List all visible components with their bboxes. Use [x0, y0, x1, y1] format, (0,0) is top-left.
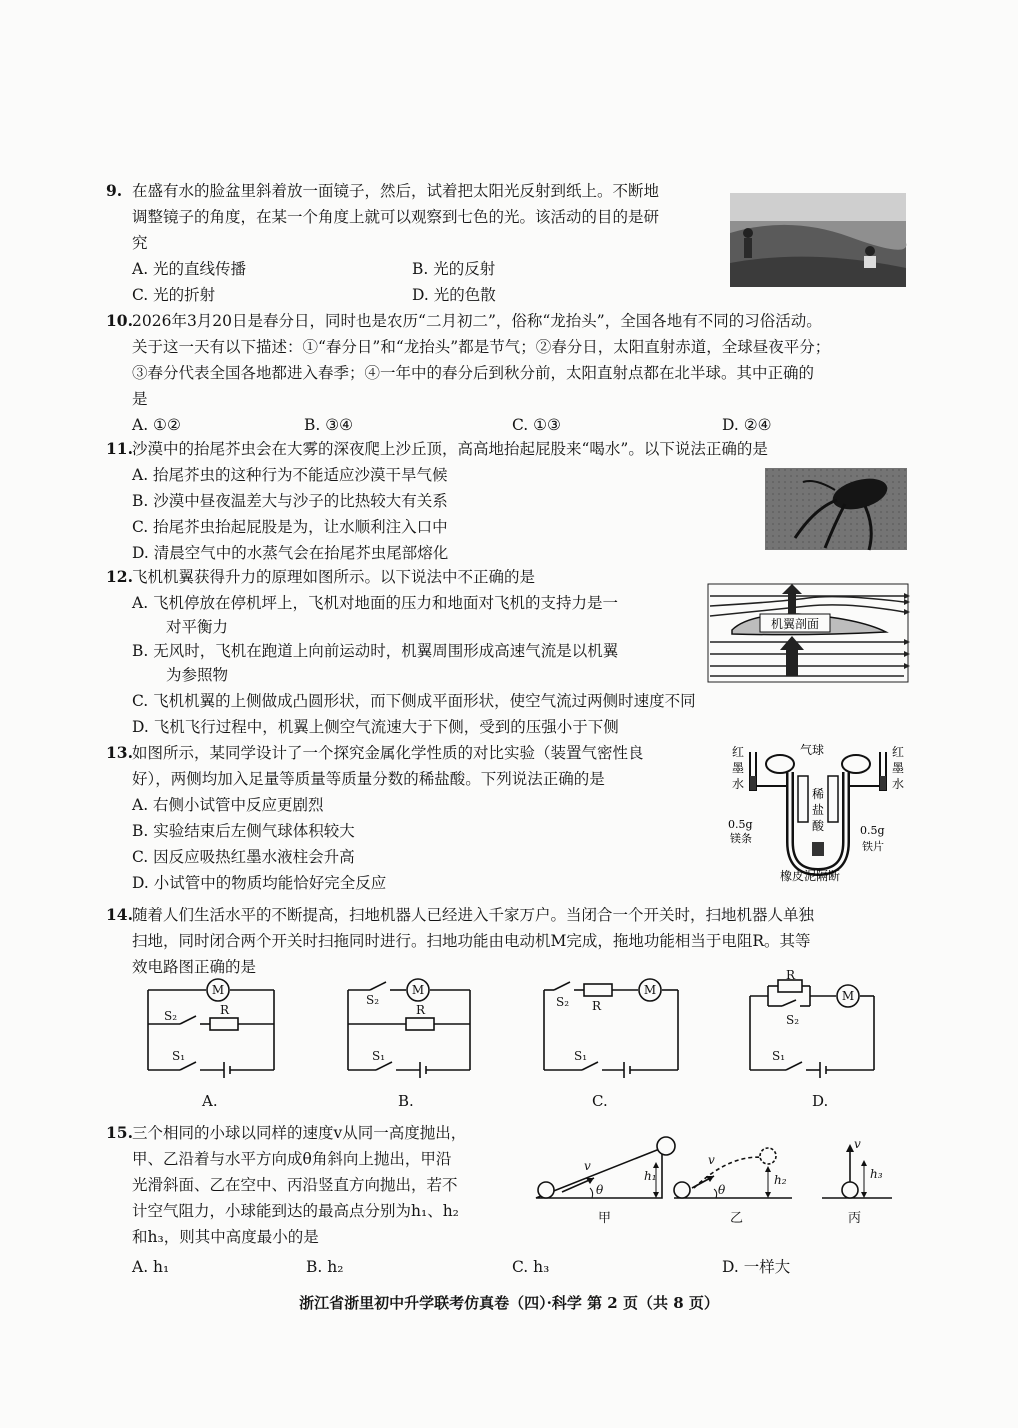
q13-clay-partition-label: 橡皮泥隔断 — [780, 869, 841, 883]
q15-yi-caption: 乙 — [730, 1211, 744, 1226]
q15-projectile-diagrams — [532, 1134, 900, 1230]
q15-h3-label: h₃ — [870, 1167, 883, 1181]
q12-option-c: C. 飞机机翼的上侧做成凸圆形状，而下侧成平面形状，使空气流过两侧时速度不同 — [132, 692, 696, 710]
q15-ball-jia-start — [538, 1182, 554, 1198]
q15-yi-angle-label: θ — [718, 1183, 726, 1197]
q9-option-a: A. 光的直线传播 — [132, 260, 247, 278]
q14-text-line-2: 扫地，同时闭合两个开关时扫拖同时进行。扫地功能由电动机M完成，拖地功能相当于电阻R。其等 — [132, 932, 811, 950]
q14-a-motor-label: M — [211, 983, 225, 997]
q15-bing-velocity-label: v — [854, 1137, 861, 1151]
q14-option-a-label: A. — [202, 1092, 218, 1110]
q14-b-resistor-label: R — [416, 1003, 426, 1017]
q14-b-motor-label: M — [411, 983, 425, 997]
q14-c-s2-label: S₂ — [556, 995, 570, 1009]
q15-ball-yi-top — [760, 1148, 776, 1164]
q12-wing-label: 机翼剖面 — [770, 617, 820, 631]
q12-option-d: D. 飞机飞行过程中，机翼上侧空气流速大于下侧，受到的压强小于下侧 — [132, 718, 619, 736]
q13-acid-label-2: 盐 — [812, 803, 825, 817]
q11-option-c: C. 抬尾芥虫抬起屁股是为，让水顺利注入口中 — [132, 518, 448, 536]
q13-iron-label: 铁片 — [862, 840, 884, 853]
q13-balloon-label: 气球 — [800, 743, 825, 757]
q14-circuit-diagrams — [140, 968, 900, 1112]
q10-text-line-4: 是 — [132, 390, 148, 408]
q13-right-mass-label: 0.5g — [860, 824, 885, 837]
q15-jia-angle-label: θ — [596, 1183, 604, 1197]
q13-right-ink-label-2: 墨 — [892, 761, 905, 775]
q9-option-c: C. 光的折射 — [132, 286, 216, 304]
q13-text-line-2: 好），两侧均加入足量等质量等质量分数的稀盐酸。下列说法正确的是 — [132, 770, 605, 788]
q11-number: 11. — [106, 439, 133, 458]
q10-text-line-1: 2026年3月20日是春分日，同时也是农历“二月初二”，俗称“龙抬头”，全国各地有不同的习俗活动。 — [132, 312, 822, 330]
q13-u-tube-apparatus — [728, 742, 908, 883]
q11-option-a: A. 抬尾芥虫的这种行为不能适应沙漠干旱气候 — [132, 466, 448, 484]
q13-option-a: A. 右侧小试管中反应更剧烈 — [132, 796, 324, 814]
q12-option-b: B. 无风时，飞机在跑道上向前运动时，机翼周围形成高速气流是以机翼 — [132, 642, 619, 660]
q13-left-mass-label: 0.5g — [728, 818, 753, 831]
q14-c-resistor-label: R — [592, 999, 602, 1013]
q10-text-line-3: ③春分代表全国各地都进入春季；④一年中的春分后到秋分前，太阳直射点都在北半球。其中正确的 — [132, 364, 815, 382]
q15-text-line-1: 三个相同的小球以同样的速度v从同一高度抛出， — [132, 1124, 467, 1142]
q14-a-resistor-label: R — [220, 1003, 230, 1017]
q13-option-d: D. 小试管中的物质均能恰好完全反应 — [132, 874, 387, 892]
q11-photo-beetle — [765, 468, 907, 550]
q14-text-line-3: 效电路图正确的是 — [132, 958, 257, 976]
q12-option-a-cont: 对平衡力 — [166, 618, 229, 636]
q13-right-ink-label-1: 红 — [892, 745, 905, 759]
q10-option-d: D. ②④ — [722, 416, 772, 434]
q15-option-a: A. h₁ — [132, 1258, 170, 1276]
q14-circuit-a — [148, 990, 274, 1078]
q12-option-a: A. 飞机停放在停机坪上，飞机对地面的压力和地面对飞机的支持力是一 — [132, 594, 619, 612]
q14-a-s1-label: S₁ — [172, 1049, 186, 1063]
q15-text-line-4: 计空气阻力，小球能到达的最高点分别为h₁、h₂ — [132, 1202, 459, 1220]
q11-text-line-1: 沙漠中的抬尾芥虫会在大雾的深夜爬上沙丘顶，高高地抬起屁股来“喝水”。以下说法正确的是 — [132, 440, 768, 458]
q14-c-s1-label: S₁ — [574, 1049, 588, 1063]
q9-text-line-1: 在盛有水的脸盆里斜着放一面镜子，然后，试着把太阳光反射到纸上。不断地 — [132, 182, 660, 200]
q15-text-line-3: 光滑斜面、乙在空中、丙沿竖直方向抛出，若不 — [132, 1176, 458, 1194]
q14-d-s2-label: S₂ — [786, 1013, 800, 1027]
q15-number: 15. — [106, 1123, 133, 1142]
q13-acid-label-3: 酸 — [812, 819, 825, 833]
q12-wing-airflow-diagram — [708, 584, 908, 682]
q9-photo-mirror-experiment — [730, 193, 906, 287]
q14-c-motor-label: M — [643, 983, 657, 997]
q15-text-line-5: 和h₃，则其中高度最小的是 — [132, 1228, 319, 1246]
q15-h2-label: h₂ — [774, 1173, 787, 1187]
q13-left-ink-label-1: 红 — [732, 745, 745, 759]
q14-text-line-1: 随着人们生活水平的不断提高，扫地机器人已经进入千家万户。当闭合一个开关时，扫地机器人单独 — [132, 906, 815, 924]
q13-acid-label-1: 稀 — [812, 787, 825, 801]
q11-option-d: D. 清晨空气中的水蒸气会在抬尾芥虫尾部熔化 — [132, 544, 449, 562]
q14-d-s1-label: S₁ — [772, 1049, 786, 1063]
q15-h1-label: h₁ — [644, 1169, 657, 1183]
q14-a-s2-label: S₂ — [164, 1009, 178, 1023]
q14-b-s2-label: S₂ — [366, 993, 380, 1007]
q14-option-d-label: D. — [812, 1092, 829, 1110]
q9-option-b: B. 光的反射 — [412, 260, 496, 278]
q9-number: 9. — [106, 181, 123, 200]
q14-option-c-label: C. — [592, 1092, 608, 1110]
q12-number: 12. — [106, 567, 133, 586]
q15-yi-velocity-label: v — [708, 1153, 715, 1167]
q13-option-c: C. 因反应吸热红墨水液柱会升高 — [132, 848, 355, 866]
q14-d-resistor-label: R — [786, 968, 796, 982]
q15-option-d: D. 一样大 — [722, 1258, 791, 1276]
q13-number: 13. — [106, 743, 133, 762]
q14-d-motor-label: M — [841, 989, 855, 1003]
q10-number: 10. — [106, 311, 133, 330]
q13-magnesium-label: 镁条 — [730, 832, 752, 845]
q10-option-b: B. ③④ — [304, 416, 354, 434]
q9-text-line-3: 究 — [132, 234, 148, 252]
q12-text-line-1: 飞机机翼获得升力的原理如图所示。以下说法中不正确的是 — [132, 568, 536, 586]
page-footer: 浙江省浙里初中升学联考仿真卷（四）·科学 第 2 页（共 8 页） — [299, 1294, 719, 1312]
q12-option-b-cont: 为参照物 — [166, 666, 229, 684]
q15-ball-yi-start — [674, 1182, 690, 1198]
q13-left-ink-label-3: 水 — [732, 777, 745, 791]
q15-option-b: B. h₂ — [306, 1258, 344, 1276]
q15-jia-caption: 甲 — [598, 1211, 612, 1226]
q10-option-a: A. ①② — [132, 416, 181, 434]
q15-bing-caption: 丙 — [848, 1211, 862, 1226]
q14-option-b-label: B. — [398, 1092, 414, 1110]
q15-text-line-2: 甲、乙沿着与水平方向成θ角斜向上抛出，甲沿 — [132, 1150, 452, 1168]
q10-option-c: C. ①③ — [512, 416, 561, 434]
q11-option-b: B. 沙漠中昼夜温差大与沙子的比热较大有关系 — [132, 492, 448, 510]
q9-text-line-2: 调整镜子的角度，在某一个角度上就可以观察到七色的光。该活动的目的是研 — [132, 208, 660, 226]
q13-text-line-1: 如图所示，某同学设计了一个探究金属化学性质的对比实验（装置气密性良 — [132, 744, 644, 762]
q15-jia-velocity-label: v — [584, 1159, 591, 1173]
q13-option-b: B. 实验结束后左侧气球体积较大 — [132, 822, 355, 840]
q10-text-line-2: 关于这一天有以下描述：①“春分日”和“龙抬头”都是节气；②春分日，太阳直射赤道，全球昼夜平分； — [132, 338, 831, 356]
q15-ball-bing — [842, 1182, 858, 1198]
q14-b-s1-label: S₁ — [372, 1049, 386, 1063]
q15-option-c: C. h₃ — [512, 1258, 550, 1276]
q13-left-ink-label-2: 墨 — [732, 761, 745, 775]
q13-right-ink-label-3: 水 — [892, 777, 905, 791]
q9-option-d: D. 光的色散 — [412, 286, 496, 304]
q15-ball-jia-top — [657, 1137, 675, 1155]
q14-number: 14. — [106, 905, 133, 924]
